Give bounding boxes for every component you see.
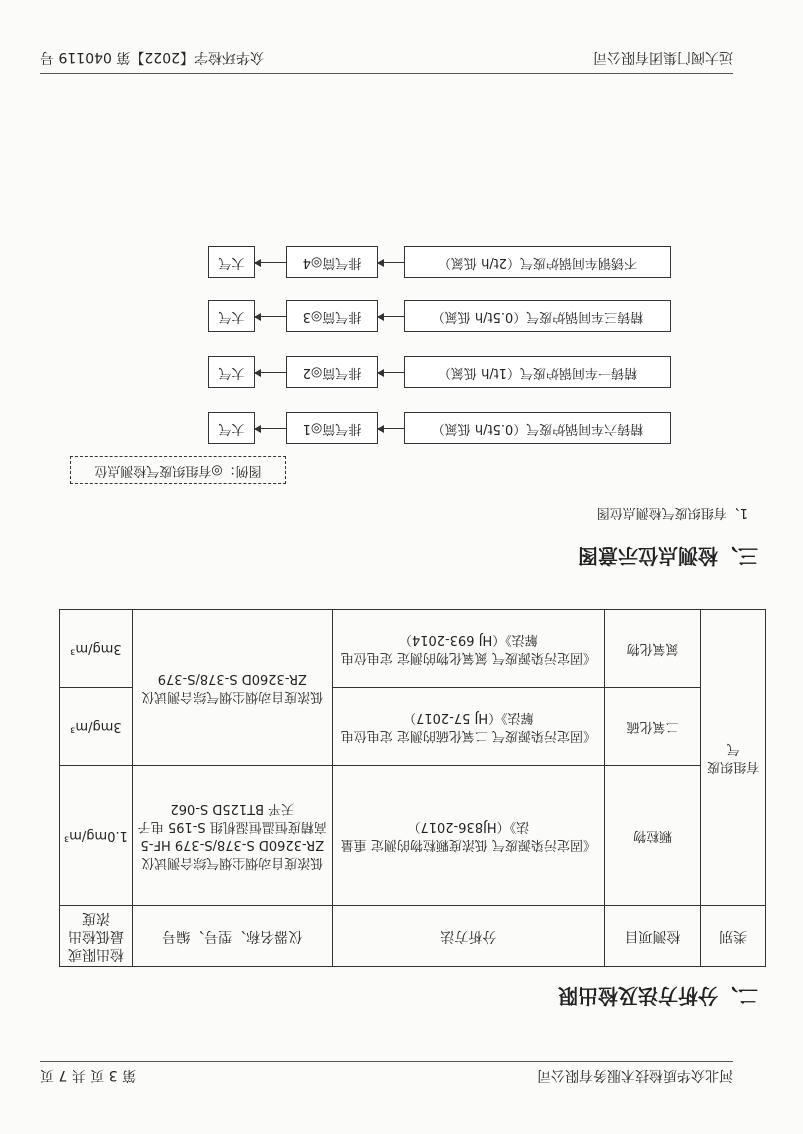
flow-arrow bbox=[378, 428, 405, 429]
flow-arrow bbox=[255, 262, 287, 263]
col-limit: 检出限或最低检出浓度 bbox=[60, 906, 133, 967]
limit-cell: 1.0mg/m³ bbox=[60, 766, 133, 906]
footer-rule bbox=[40, 73, 733, 74]
flow-outlet-box: 排气筒◎2 bbox=[286, 356, 378, 388]
flow-arrow bbox=[378, 262, 405, 263]
client-name: 远大阀门集团有限公司 bbox=[593, 49, 733, 65]
item-cell: 氮氧化物 bbox=[604, 610, 700, 688]
instrument-cell: 低浓度自动烟尘烟气综合测试仪 ZR-3260D S-378/S-379 HF-5 高精度恒温恒湿机组 S-195 电子天平 BT125D S-062 bbox=[132, 766, 332, 906]
item-cell: 二氧化硫 bbox=[604, 688, 700, 766]
section3-title: 三、检测点位示意图 bbox=[578, 544, 758, 568]
flow-dest-box: 大气 bbox=[208, 246, 255, 278]
flow-source-box: 精铸三车间锅炉废气（0.5t/h 低氮） bbox=[404, 300, 671, 332]
col-method: 分析方法 bbox=[332, 906, 604, 967]
limit-cell: 3mg/m³ bbox=[60, 610, 133, 688]
page-header bbox=[40, 1064, 733, 1086]
flow-source-box: 精铸六车间锅炉废气（0.5t/h 低氮） bbox=[404, 412, 671, 444]
method-cell: 《固定污染源废气 氮氧化物的测定 定电位电解法》（HJ 693-2014） bbox=[332, 610, 604, 688]
flow-outlet-box: 排气筒◎3 bbox=[286, 300, 378, 332]
report-number: 众华环检字【2022】第 040119 号 bbox=[40, 49, 264, 65]
header-rule bbox=[40, 1061, 733, 1062]
flow-source-box: 不锈钢车间锅炉废气（2t/h 低氮） bbox=[404, 246, 671, 278]
method-cell: 《固定污染源废气 二氧化硫的测定 定电位电解法》（HJ 57-2017） bbox=[332, 688, 604, 766]
page-info: 第 3 页 共 7 页 bbox=[40, 1067, 137, 1083]
flow-arrow bbox=[378, 372, 405, 373]
page-footer bbox=[40, 46, 733, 68]
flow-outlet-box: 排气筒◎1 bbox=[286, 412, 378, 444]
col-category: 类别 bbox=[701, 906, 766, 967]
flow-arrow bbox=[255, 372, 287, 373]
table-row bbox=[60, 688, 766, 766]
flow-arrow bbox=[378, 316, 405, 317]
method-table bbox=[59, 609, 766, 967]
instrument-cell: 低浓度自动烟尘烟气综合测试仪 ZR-3260D S-378/S-379 bbox=[132, 610, 332, 766]
col-item: 检测项目 bbox=[604, 906, 700, 967]
flow-source-box: 精铸一车间锅炉废气（1t/h 低氮） bbox=[404, 356, 671, 388]
col-instrument: 仪器名称、型号、编号 bbox=[132, 906, 332, 967]
table-header-row bbox=[60, 906, 766, 967]
limit-cell: 3mg/m³ bbox=[60, 688, 133, 766]
section2-title: 二、分析方法及检出限 bbox=[558, 984, 758, 1008]
flow-outlet-box: 排气筒◎4 bbox=[286, 246, 378, 278]
flow-dest-box: 大气 bbox=[208, 300, 255, 332]
category-cell: 有组织废气 bbox=[701, 610, 766, 906]
company-name: 河北众华质检技术服务有限公司 bbox=[537, 1067, 733, 1083]
method-cell: 《固定污染源废气 低浓度颗粒物的测定 重量法》（HJ836-2017） bbox=[332, 766, 604, 906]
table-row bbox=[60, 766, 766, 906]
item-cell: 颗粒物 bbox=[604, 766, 700, 906]
flow-dest-box: 大气 bbox=[208, 356, 255, 388]
legend-box: 图例：◎有组织废气检测点位 bbox=[70, 456, 286, 484]
section3-subtitle: 1、有组织废气检测点位图 bbox=[596, 505, 748, 520]
flow-dest-box: 大气 bbox=[208, 412, 255, 444]
flow-arrow bbox=[255, 316, 287, 317]
flow-arrow bbox=[255, 428, 287, 429]
